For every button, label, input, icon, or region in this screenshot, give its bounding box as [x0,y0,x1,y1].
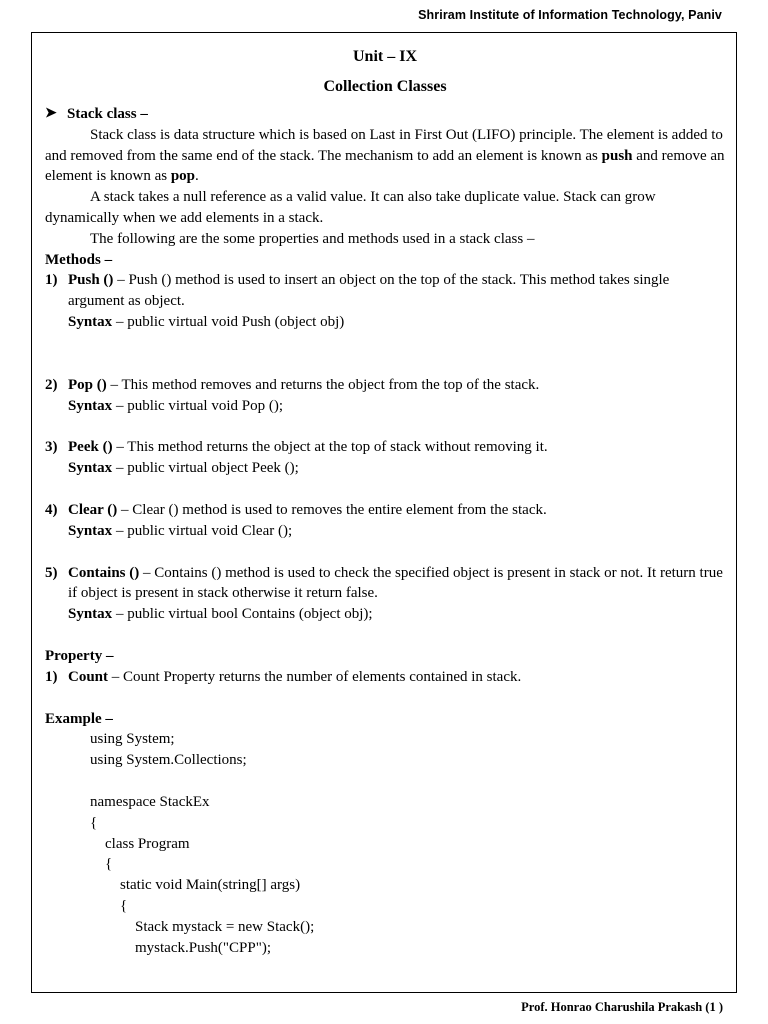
stack-class-heading-text: Stack class – [67,106,148,122]
intro-text: and remove an element is known as [45,147,725,185]
method-desc-text: – This method removes and returns the object from the top of the stack. [106,376,540,393]
method-name: Pop () [68,376,107,393]
code-line: using System.Collections; [90,752,247,769]
method-name: Contains () [68,564,140,581]
property-name: Count [68,668,109,685]
item-number: 1) [45,668,58,685]
syntax-text: – public virtual void Push (object obj) [112,313,345,330]
intro-paragraph-1 [45,125,725,187]
code-line: Stack mystack = new Stack(); [135,918,315,935]
property-desc-text: – Count Property returns the number of elements contained in stack. [108,668,522,685]
method-syntax [68,312,725,333]
method-syntax [68,458,725,479]
code-example [45,729,725,958]
method-item-peek [45,437,725,479]
method-name: Clear () [68,501,118,518]
item-number: 3) [45,439,58,456]
property-heading: Property – [45,647,114,664]
syntax-label: Syntax [68,606,113,623]
page-header: Shriram Institute of Information Technology, Paniv [418,8,722,22]
code-line: { [120,897,128,914]
method-desc-text: – Contains () method is used to check the specified object is present in stack or not. It return true if object is present in stack otherwise it return false. [68,564,723,602]
method-desc-text: – Clear () method is used to removes the entire element from the stack. [117,501,547,518]
stack-class-heading [45,104,725,125]
code-line: class Program [105,835,190,852]
method-name: Peek () [68,439,113,456]
method-desc-text: – This method returns the object at the top of stack without removing it. [112,439,548,456]
methods-heading: Methods – [45,251,113,268]
method-item-pop [45,375,725,417]
method-item-clear [45,500,725,542]
syntax-text: – public virtual bool Contains (object obj); [112,606,373,623]
page-footer: Prof. Honrao Charushila Prakash (1 ) [521,1000,723,1014]
item-number: 5) [45,564,58,581]
unit-title: Unit – IX [352,48,417,65]
push-term: push [601,147,633,164]
method-description [68,563,725,605]
method-item-contains [45,563,725,625]
property-description [68,667,725,688]
syntax-text: – public virtual void Clear (); [112,522,293,539]
chapter-title: Collection Classes [323,78,447,95]
method-item-push [45,270,725,332]
syntax-label: Syntax [68,522,113,539]
intro-text: Stack class is data structure which is based on Last in First Out (LIFO) principle. The element is added to and removed from the same end of the stack. The mechanism to add an element is known as [45,126,723,164]
example-heading: Example – [45,710,113,727]
method-desc-text: – Push () method is used to insert an object on the top of the stack. This method takes single argument as object. [68,272,670,310]
method-description [68,270,725,312]
document-body [45,46,725,958]
item-number: 1) [45,272,58,289]
pop-term: pop [170,168,195,185]
item-number: 4) [45,501,58,518]
method-syntax [68,604,725,625]
code-line: using System; [90,731,175,748]
method-syntax [68,521,725,542]
method-description [68,375,725,396]
code-line: namespace StackEx [90,793,210,810]
method-name: Push () [68,272,114,289]
method-description [68,437,725,458]
intro-text: . [195,168,199,185]
syntax-label: Syntax [68,313,113,330]
arrow-bullet-icon: ➤ [45,106,57,121]
syntax-label: Syntax [68,460,113,477]
intro-paragraph-3: The following are the some properties and methods used in a stack class – [90,230,535,247]
item-number: 2) [45,376,58,393]
code-line: static void Main(string[] args) [120,877,301,894]
syntax-text: – public virtual object Peek (); [112,460,299,477]
code-line: { [105,856,113,873]
syntax-label: Syntax [68,397,113,414]
code-line: mystack.Push("CPP"); [135,939,272,956]
intro-paragraph-2: A stack takes a null reference as a valid value. It can also take duplicate value. Stack can grow dynamically when we add elements in a stack. [45,189,656,226]
property-item-count [45,667,725,688]
code-line: { [90,814,98,831]
method-syntax [68,396,725,417]
syntax-text: – public virtual void Pop (); [112,397,284,414]
method-description [68,500,725,521]
